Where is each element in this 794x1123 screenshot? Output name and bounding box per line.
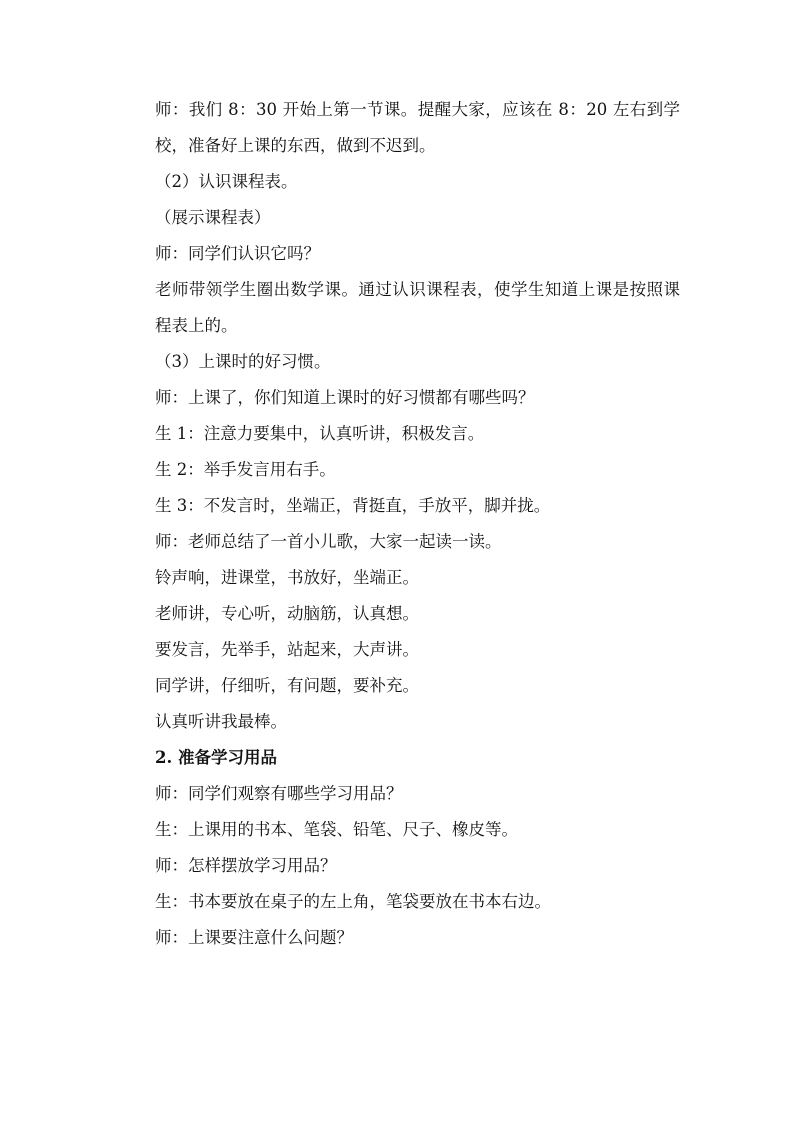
paragraph-heading-timetable: （2）认识课程表。 — [155, 172, 298, 191]
paragraph-teacher-supplies: 师：同学们观察有哪些学习用品？ — [155, 784, 403, 803]
paragraph-teacher-question: 师：同学们认识它吗？ — [155, 244, 320, 263]
paragraph-circle-math: 老师带领学生圈出数学课。通过认识课程表，使学生知道上课是按照课程表上的。 — [155, 280, 680, 335]
paragraph-song-line-5: 认真听讲我最棒。 — [155, 712, 287, 731]
paragraph-song-line-1: 铃声响，进课堂，书放好，坐端正。 — [155, 568, 419, 587]
paragraph-student-1: 生 1：注意力要集中，认真听讲，积极发言。 — [155, 424, 485, 443]
paragraph-student-supplies: 生：上课用的书本、笔袋、铅笔、尺子、橡皮等。 — [155, 820, 518, 839]
paragraph-song-line-3: 要发言，先举手，站起来，大声讲。 — [155, 640, 419, 659]
paragraph-teacher-placement: 师：怎样摆放学习用品？ — [155, 856, 337, 875]
paragraph-arrival-time: 师：我们 8：30 开始上第一节课。提醒大家，应该在 8：20 左右到学校，准备好上课的东西，做到不迟到。 — [155, 100, 680, 155]
paragraph-heading-habits: （3）上课时的好习惯。 — [155, 352, 331, 371]
paragraph-teacher-habits: 师：上课了，你们知道上课时的好习惯都有哪些吗？ — [155, 388, 535, 407]
paragraph-song-line-4: 同学讲，仔细听，有问题，要补充。 — [155, 676, 419, 695]
paragraph-teacher-attention: 师：上课要注意什么问题？ — [155, 928, 353, 947]
paragraph-student-placement: 生：书本要放在桌子的左上角，笔袋要放在书本右边。 — [155, 892, 551, 911]
section-heading-supplies: 2. 准备学习用品 — [155, 748, 277, 767]
paragraph-student-3: 生 3：不发言时，坐端正，背挺直，手放平，脚并拢。 — [155, 496, 551, 515]
paragraph-student-2: 生 2：举手发言用右手。 — [155, 460, 336, 479]
paragraph-teacher-song: 师：老师总结了一首小儿歌，大家一起读一读。 — [155, 532, 502, 551]
paragraph-song-line-2: 老师讲，专心听，动脑筋，认真想。 — [155, 604, 419, 623]
paragraph-show-timetable: （展示课程表） — [155, 208, 271, 227]
document-body — [120, 92, 680, 956]
